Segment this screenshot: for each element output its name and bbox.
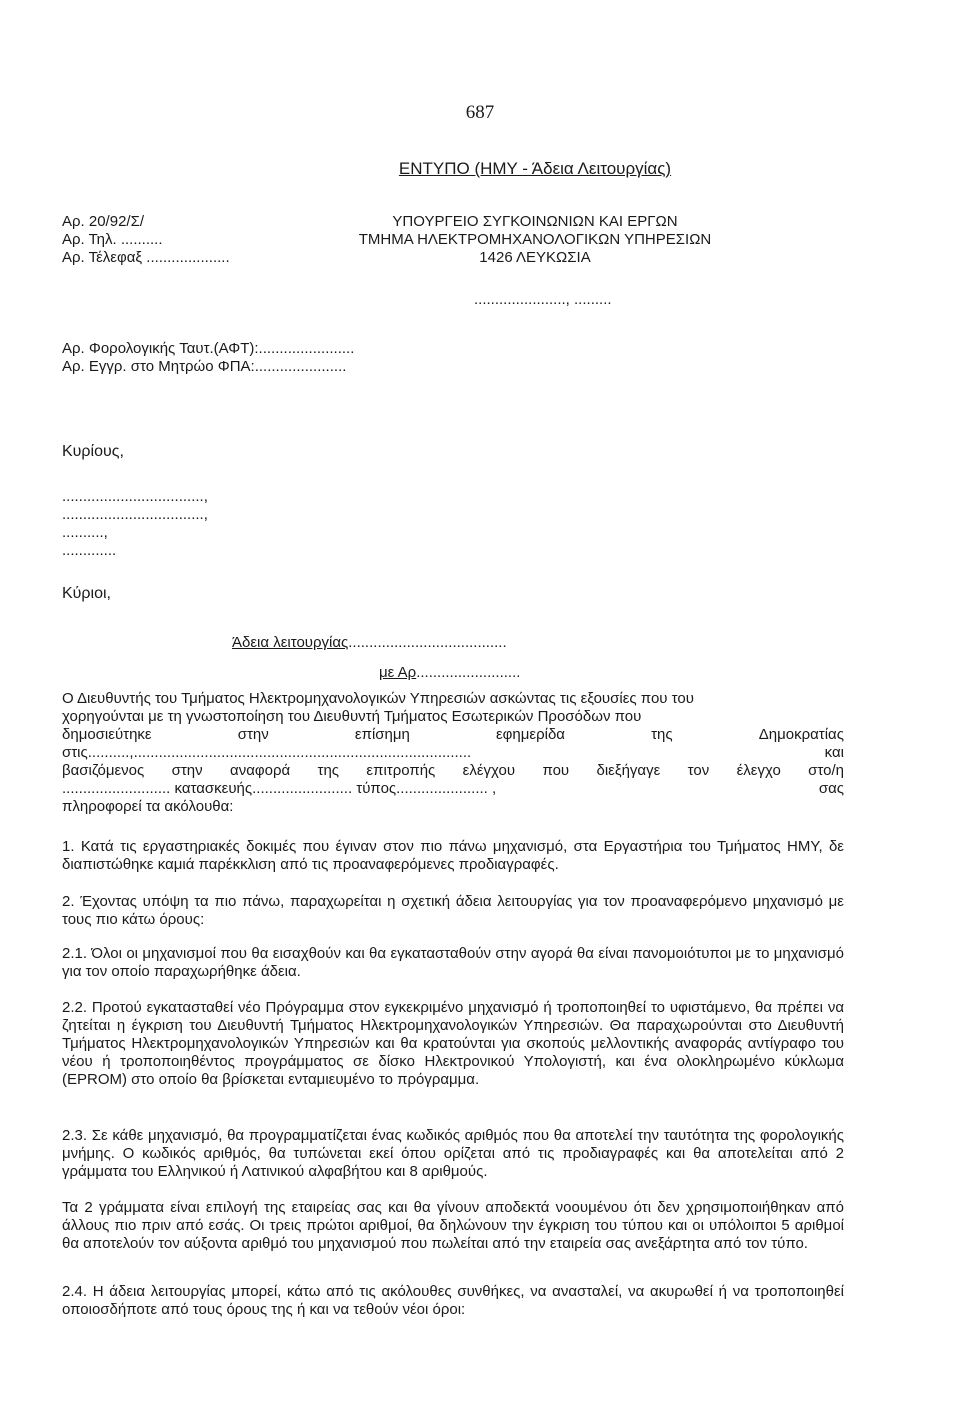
intro-word: και: [824, 744, 844, 761]
paragraph-2: 2. Έχοντας υπόψη τα πιο πάνω, παραχωρείται η σχετική άδεια λειτουργίας για τον προαναφερόμενο μηχανισμό με τους πιο κάτω όρους:: [62, 893, 844, 928]
intro-word: της: [317, 762, 340, 779]
page-number: 687: [465, 102, 495, 123]
intro-word: Δημοκρατίας: [758, 726, 844, 743]
intro-word: που: [542, 762, 570, 779]
intro-word: τον: [687, 762, 710, 779]
intro-word: επιτροπής: [366, 762, 436, 779]
paragraph-2-1: 2.1. Όλοι οι μηχανισμοί που θα εισαχθούν και θα εγκατασταθούν στην αγορά θα είναι πανομοιότυποι με το μηχανισμό για τον οποίο παραχωρήθηκε άδεια.: [62, 945, 844, 980]
intro-word: διεξήγαγε: [596, 762, 661, 779]
intro-line: [62, 726, 844, 744]
greeting: Κύριοι,: [62, 585, 111, 602]
form-title: ΕΝΤΥΠΟ (ΗΜΥ - Άδεια Λειτουργίας): [398, 159, 672, 178]
tax-id-line: Αρ. Φορολογικής Ταυτ.(ΑΦΤ):.......................: [62, 340, 355, 357]
intro-word: της: [651, 726, 673, 743]
intro-line: Ο Διευθυντής του Τμήματος Ηλεκτρομηχανολογικών Υπηρεσιών ασκώντας τις εξουσίες που του: [62, 690, 694, 707]
subject-dots: ......................................: [348, 634, 507, 651]
reference-number: Αρ. 20/92/Σ/: [62, 213, 145, 230]
intro-line: χορηγούνται με τη γνωστοποίηση του Διευθυντή Τμήματος Εσωτερικών Προσόδων που: [62, 708, 642, 725]
intro-fill: .......................... κατασκευής........................ τύπος...................... ,: [62, 780, 497, 797]
subject-number-dots: .........................: [416, 664, 521, 681]
address-line: ..................................,: [62, 506, 208, 523]
subject-number-line: [379, 664, 520, 681]
paragraph-2-4: 2.4. Η άδεια λειτουργίας μπορεί, κάτω από τις ακόλουθες συνθήκες, να ανασταλεί, να ακυρωθεί ή να τροποποιηθεί οποιοσδήποτε από τους όρους της ή και να τεθούν νέοι όροι:: [62, 1283, 844, 1318]
intro-word: δημοσιεύτηκε: [62, 726, 152, 743]
ministry-name: ΥΠΟΥΡΓΕΙΟ ΣΥΓΚΟΙΝΩΝΙΩΝ ΚΑΙ ΕΡΓΩΝ: [392, 213, 678, 230]
intro-line: [62, 780, 844, 798]
address-line: .............: [62, 542, 117, 559]
intro-word: στην: [171, 762, 203, 779]
department-address: 1426 ΛΕΥΚΩΣΙΑ: [479, 249, 591, 266]
intro-word: έλεγχο: [736, 762, 781, 779]
intro-line: [62, 744, 844, 762]
intro-word: εφημερίδα: [496, 726, 565, 743]
intro-word: επίσημη: [354, 726, 410, 743]
intro-fill: στις..........,.................................................................................: [62, 744, 472, 761]
intro-word: βασιζόμενος: [62, 762, 145, 779]
fax-number: Αρ. Τέλεφαξ ....................: [62, 249, 230, 266]
intro-line: [62, 762, 844, 780]
telephone-number: Αρ. Τηλ. ..........: [62, 231, 163, 248]
date-line: ......................, .........: [474, 291, 612, 308]
subject-line: [232, 634, 507, 651]
paragraph-2-2: 2.2. Προτού εγκατασταθεί νέο Πρόγραμμα στον εγκεκριμένο μηχανισμό ή τροποποιηθεί το υφιστάμενο, θα πρέπει να ζητείται η έγκριση του Διευθυντή Τμήματος Ηλεκτρομηχανολογικών Υπηρεσιών. Θα παραχωρούνται στο Διευθυντή Τμήματος Ηλεκτρομηχανολογικών Υπηρεσιών και θα κρατούνται για σκοπούς μελλοντικής αναφοράς αντίγραφο του νέου ή τροποποιηθέντος προγράμματος σε δίσκο Ηλεκτρονικού Υπολογιστή, και ένα ολοκληρωμένο κύκλωμα (EPROM) στο οποίο θα βρίσκεται ενταμιευμένο το πρόγραμμα.: [62, 999, 844, 1088]
paragraph-2-3: 2.3. Σε κάθε μηχανισμό, θα προγραμματίζεται ένας κωδικός αριθμός που θα αποτελεί την ταυτότητα της φορολογικής μνήμης. Ο κωδικός αριθμός, θα τυπώνεται εκεί όπου ορίζεται από τις προδιαγραφές και θα αποτελείται από 2 γράμματα του Ελληνικού ή Λατινικού αλφαβήτου και 8 αριθμούς.: [62, 1127, 844, 1180]
salutation: Κυρίους,: [62, 443, 124, 460]
intro-word: ελέγχου: [462, 762, 516, 779]
vat-registration-line: Αρ. Εγγρ. στο Μητρώο ΦΠΑ:......................: [62, 358, 347, 375]
paragraph-1: 1. Κατά τις εργαστηριακές δοκιμές που έγιναν στον πιο πάνω μηχανισμό, στα Εργαστήρια του Τμήματος ΗΜΥ, δε διαπιστώθηκε καμιά παρέκκλιση από τις προαναφερόμενες προδιαγραφές.: [62, 838, 844, 873]
intro-line: πληροφορεί τα ακόλουθα:: [62, 798, 234, 815]
address-line: ..........,: [62, 524, 108, 541]
subject-number-label: με Αρ: [379, 664, 417, 681]
intro-word: σας: [818, 780, 844, 797]
paragraph-2-3-cont: Τα 2 γράμματα είναι επιλογή της εταιρείας σας και θα γίνουν αποδεκτά νοουμένου ότι δεν χρησιμοποιήθηκαν από άλλους πιο πριν από εσάς. Οι τρεις πρώτοι αριθμοί, θα δηλώνουν την έγκριση του τύπου και οι υπόλοιποι 5 αριθμοί θα αποτελούν τον αύξοντα αριθμό του μηχανισμού που πωλείται από την εταιρεία σας ανεξάρτητα από τον τύπο.: [62, 1199, 844, 1252]
intro-word: στην: [237, 726, 269, 743]
address-line: ..................................,: [62, 488, 208, 505]
intro-word: αναφορά: [230, 762, 291, 779]
subject-label: Άδεια λειτουργίας: [232, 634, 349, 651]
department-name: ΤΜΗΜΑ ΗΛΕΚΤΡΟΜΗΧΑΝΟΛΟΓΙΚΩΝ ΥΠΗΡΕΣΙΩΝ: [358, 231, 712, 248]
intro-word: στο/η: [808, 762, 844, 779]
